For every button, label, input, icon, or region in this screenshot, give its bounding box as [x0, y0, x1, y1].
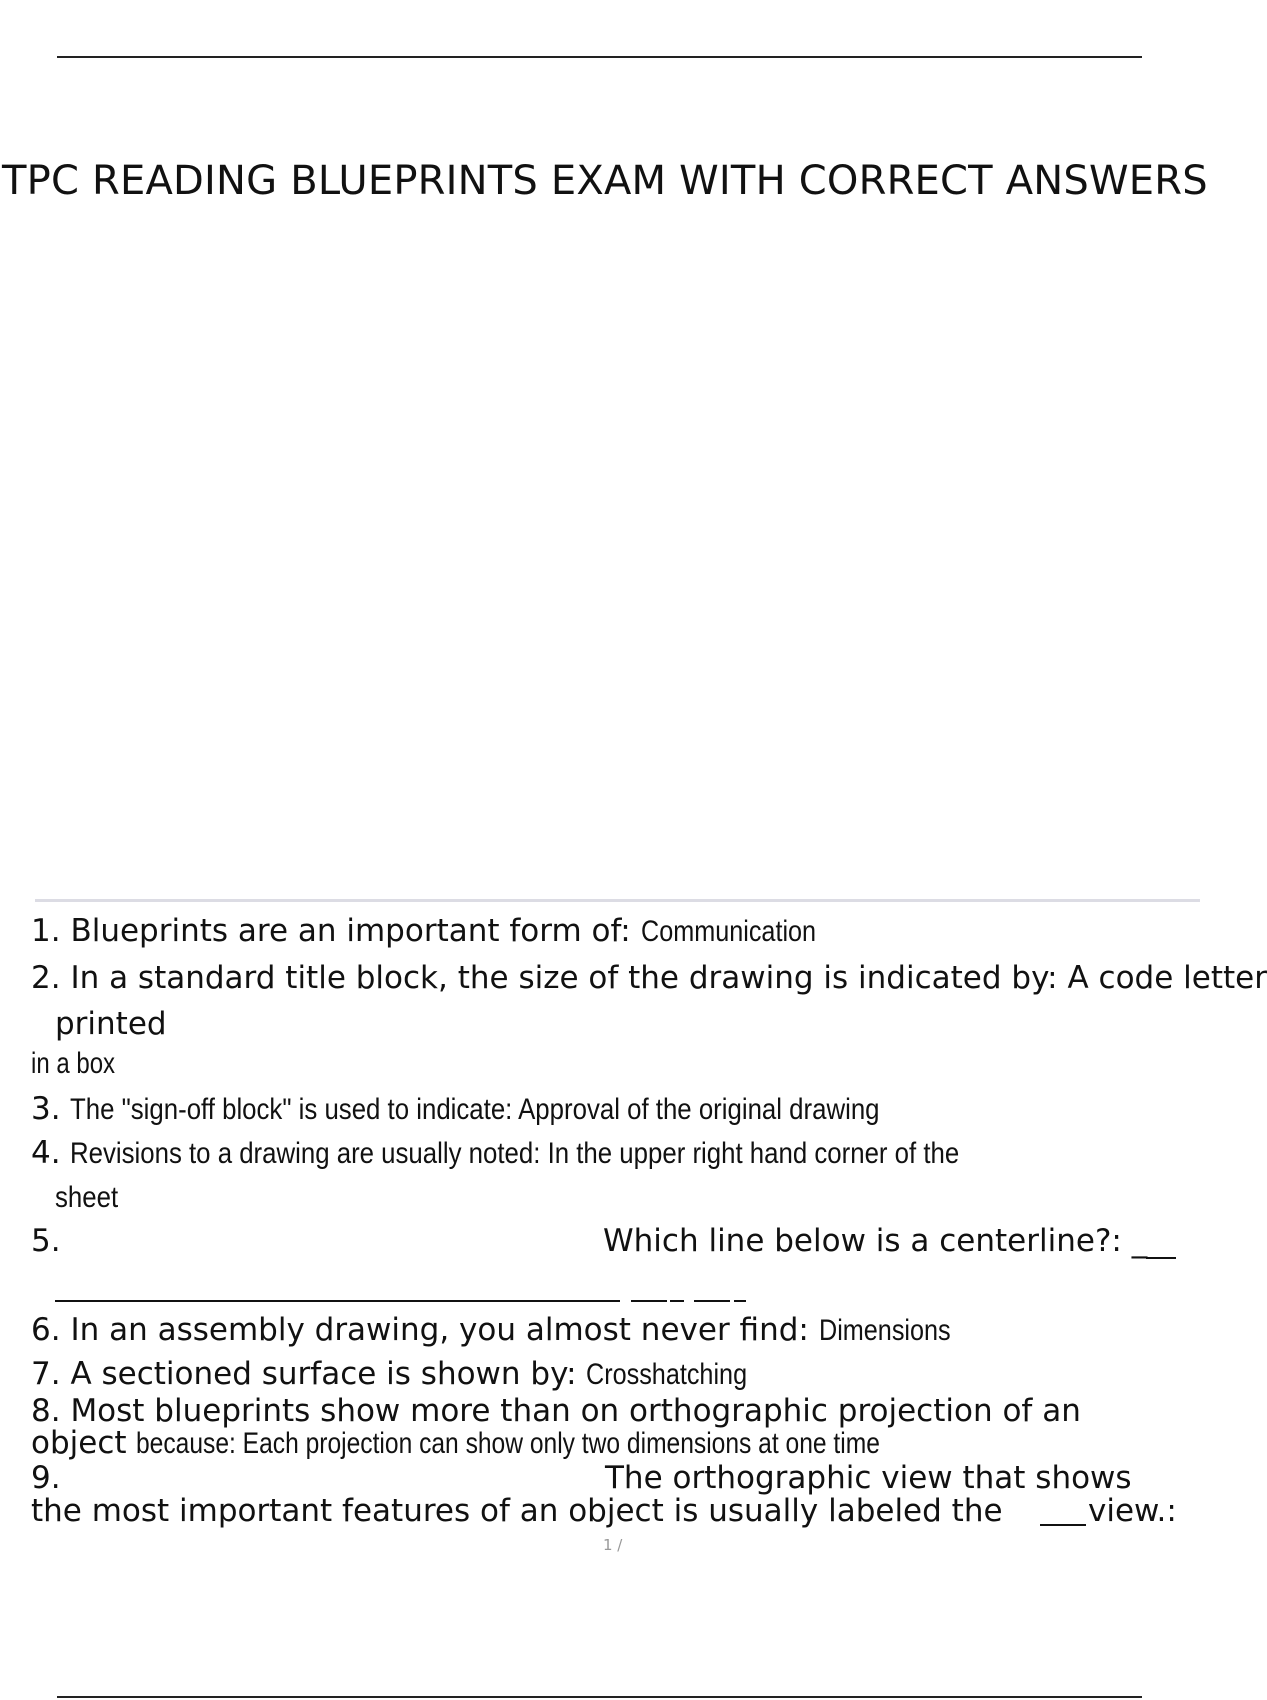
question-text: Which line below is a centerline?: — [603, 1223, 1122, 1259]
bottom-rule — [57, 1696, 1142, 1698]
answer-text: Communication — [640, 915, 816, 948]
question-number: 8. — [31, 1393, 61, 1429]
question-number: 4. — [31, 1135, 61, 1171]
answer-text: Crosshatching — [586, 1358, 748, 1391]
question-text: A sectioned surface is shown by: — [70, 1356, 577, 1392]
question-text: In a standard title block, the size of the drawing is indicated by: — [70, 960, 1058, 996]
page-number: 1 / — [603, 1536, 623, 1554]
question-4 — [31, 1135, 1104, 1171]
top-rule — [57, 56, 1142, 58]
answer-text: because: Each projection can show only two dimensions at one time — [136, 1427, 881, 1460]
question-number: 6. — [31, 1312, 61, 1348]
line-option-dash — [605, 1300, 620, 1302]
question-number: 7. — [31, 1356, 61, 1392]
document-title: TPC READING BLUEPRINTS EXAM WITH CORRECT ANSWERS — [2, 158, 1208, 204]
question-5-number: 5. — [31, 1223, 61, 1259]
question-answer-text: Revisions to a drawing are usually noted: In the upper right hand corner of the — [70, 1137, 960, 1170]
question-7 — [31, 1356, 778, 1392]
line-option-solid — [55, 1300, 605, 1302]
question-1 — [31, 913, 849, 949]
question-number: 1. — [31, 913, 61, 949]
question-number: 3. — [31, 1091, 61, 1127]
answer-blank — [1040, 1524, 1086, 1526]
answer-continuation: printed — [55, 1006, 167, 1042]
question-tail: view.: — [1088, 1493, 1177, 1529]
question-2 — [31, 960, 1267, 996]
section-divider — [35, 899, 1200, 902]
question-5 — [603, 1223, 1147, 1259]
question-3 — [31, 1091, 1012, 1127]
question-text: In an assembly drawing, you almost never find: — [70, 1312, 809, 1348]
question-9: The orthographic view that shows — [605, 1460, 1132, 1496]
question-text: object — [31, 1425, 127, 1461]
answer-text: _ — [1131, 1223, 1148, 1259]
question-9-number: 9. — [31, 1460, 61, 1496]
answer-text: Dimensions — [818, 1314, 951, 1347]
line-option-dash — [670, 1300, 684, 1302]
question-number: 2. — [31, 960, 61, 996]
question-9-continuation — [31, 1493, 1003, 1529]
line-option-dash — [631, 1300, 667, 1302]
answer-blank — [1146, 1257, 1176, 1259]
question-text: Blueprints are an important form of: — [70, 913, 631, 949]
question-answer-text: The "sign-off block" is used to indicate: Approval of the original drawing — [70, 1093, 880, 1126]
question-6 — [31, 1312, 975, 1348]
line-option-dash — [734, 1300, 746, 1302]
answer-text: A code letter — [1067, 960, 1267, 996]
question-8 — [31, 1393, 1081, 1429]
question-text: the most important features of an object is usually labeled the — [31, 1493, 1003, 1529]
answer-continuation: sheet — [55, 1181, 119, 1214]
question-text: Most blueprints show more than on orthographic projection of an — [70, 1393, 1081, 1429]
line-option-dash — [694, 1300, 730, 1302]
answer-continuation: in a box — [31, 1047, 116, 1080]
question-8-continuation — [31, 1425, 1044, 1461]
